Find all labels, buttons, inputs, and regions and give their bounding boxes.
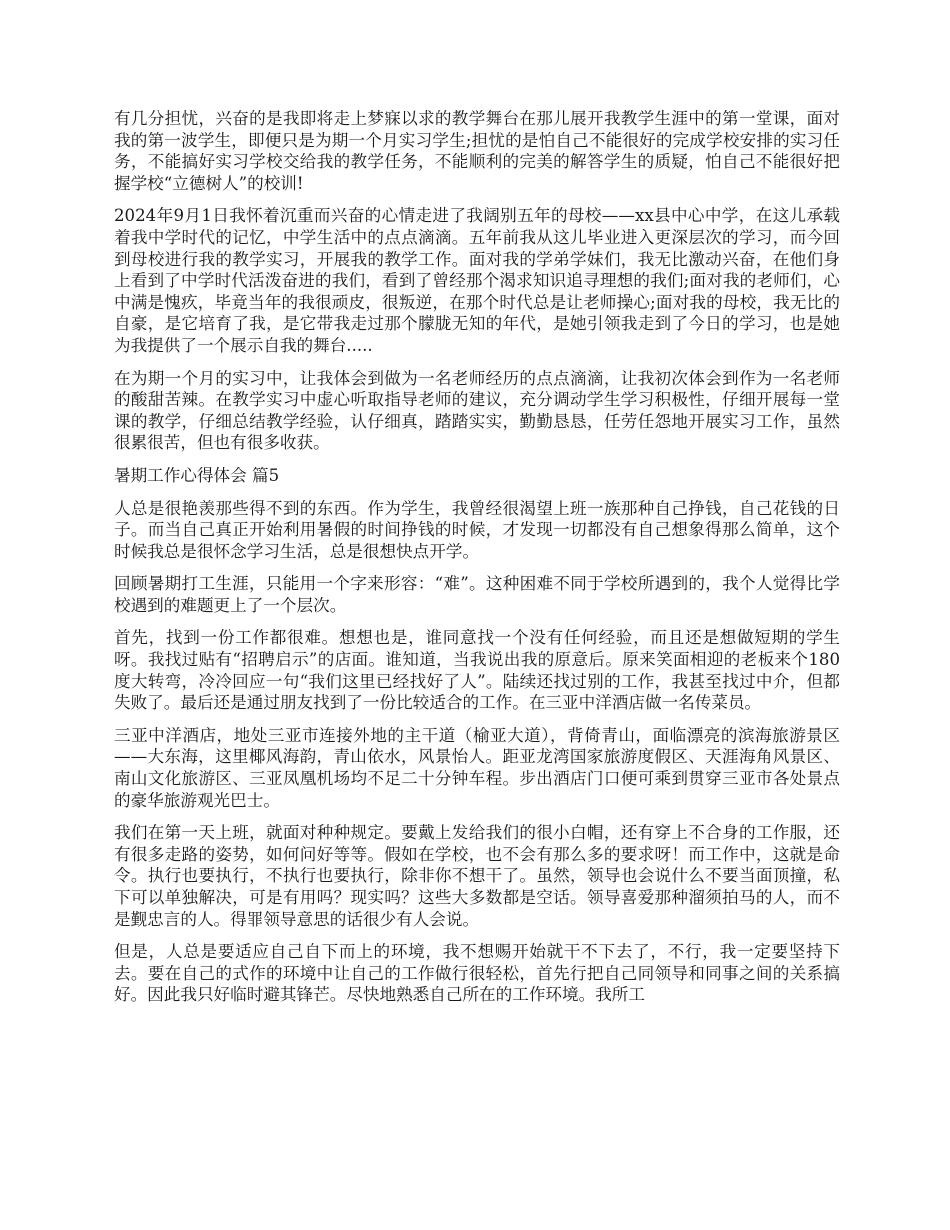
section-heading: 暑期工作心得体会 篇5 (114, 465, 280, 485)
paragraph: 在为期一个月的实习中，让我体会到做为一名老师经历的点点滴滴，让我初次体会到作为一名老师的酸甜苦辣。在教学实习中虚心听取指导老师的建议，充分调动学生学习积极性，仔细开展每一堂课的教学，仔细总结教学经验，认仔细真，踏踏实实，勤勤恳恳，任劳任怨地开展实习工作，虽然很累很苦，但也有很多收获。 (114, 368, 840, 453)
document-page (114, 108, 840, 1017)
paragraph: 回顾暑期打工生涯，只能用一个字来形容：“难”。这种困难不同于学校所遇到的，我个人觉得比学校遇到的难题更上了一个层次。 (114, 574, 840, 615)
paragraph: 三亚中洋酒店，地处三亚市连接外地的主干道（榆亚大道），背倚青山，面临漂亮的滨海旅游景区——大东海，这里椰风海韵，青山依水，风景怡人。距亚龙湾国家旅游度假区、天涯海角风景区、南山文化旅游区、三亚凤凰机场均不足二十分钟车程。步出酒店门口便可乘到贯穿三亚市各处景点的豪华旅游观光巴士。 (114, 725, 840, 810)
paragraph: 我们在第一天上班，就面对种种规定。要戴上发给我们的很小白帽，还有穿上不合身的工作服，还有很多走路的姿势，如何问好等等。假如在学校，也不会有那么多的要求呀！而工作中，这就是命令。执行也要执行，不执行也要执行，除非你不想干了。虽然，领导也会说什么不要当面顶撞，私下可以单独解决，可是有用吗？现实吗？这些大多数都是空话。领导喜爱那种溜须拍马的人，而不是觐忠言的人。得罪领导意思的话很少有人会说。 (114, 823, 840, 929)
paragraph: 但是，人总是要适应自己自下而上的环境，我不想赐开始就干不下去了，不行，我一定要坚持下去。要在自己的式作的环境中让自己的工作做行很轻松，首先行把自己同领导和同事之间的关系搞好。因此我只好临时避其锋芒。尽快地熟悉自己所在的工作环境。我所工 (114, 942, 840, 1005)
paragraph: 首先，找到一份工作都很难。想想也是，谁同意找一个没有任何经验，而且还是想做短期的学生呀。我找过贴有“招聘启示”的店面。谁知道，当我说出我的原意后。原来笑面相迎的老板来个180度大转弯，冷冷回应一句“我们这里已经找好了人”。陆续还找过别的工作，我甚至找过中介，但都失败了。最后还是通过朋友找到了一份比较适合的工作。在三亚中洋酒店做一名传菜员。 (114, 628, 840, 713)
paragraph: 有几分担忧，兴奋的是我即将走上梦寐以求的教学舞台在那儿展开我教学生涯中的第一堂课，面对我的第一波学生，即便只是为期一个月实习学生;担忧的是怕自己不能很好的完成学校安排的实习任务，不能搞好实习学校交给我的教学任务，不能顺利的完美的解答学生的质疑，怕自己不能很好把握学校“立德树人”的校训! (114, 109, 840, 193)
paragraph: 2024年9月1日我怀着沉重而兴奋的心情走进了我阔别五年的母校——xx县中心中学，在这儿承载着我中学时代的记忆，中学生活中的点点滴滴。五年前我从这儿毕业进入更深层次的学习，而今回到母校进行我的教学实习，开展我的教学工作。面对我的学弟学妹们，我无比激动兴奋，在他们身上看到了中学时代活泼奋进的我们，看到了曾经那个渴求知识追寻理想的我们;面对我的老师们，心中满是愧疚，毕竟当年的我很顽皮，很叛逆，在那个时代总是让老师操心;面对我的母校，我无比的自豪，是它培育了我，是它带我走过那个朦胧无知的年代，是她引领我走到了今日的学习，也是她为我提供了一个展示自我的舞台..... (114, 206, 840, 355)
paragraph: 人总是很艳羡那些得不到的东西。作为学生，我曾经很渴望上班一族那种自己挣钱，自己花钱的日子。而当自己真正开始利用暑假的时间挣钱的时候，才发现一切都没有自己想象得那么简单，这个时候我总是很怀念学习生活，总是很想快点开学。 (114, 498, 840, 561)
